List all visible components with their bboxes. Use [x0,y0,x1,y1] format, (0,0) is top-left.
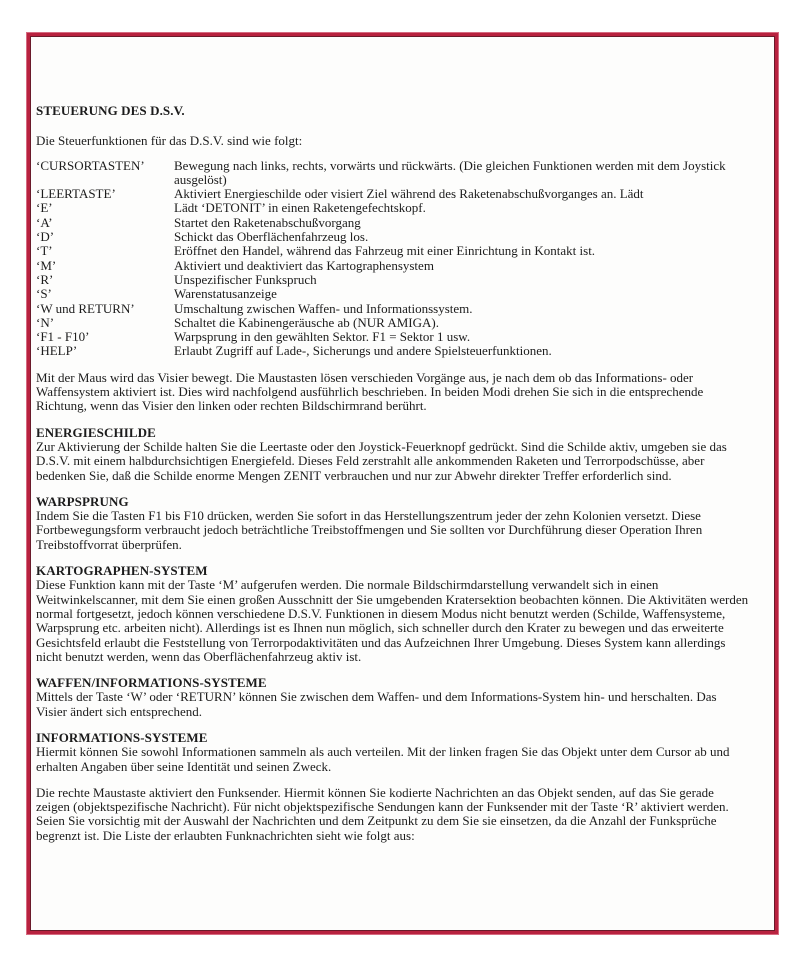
key-description: Bewegung nach links, rechts, vorwärts und rückwärts. (Die gleichen Funktionen werden mit dem Joystick ausgelöst) [174,157,726,187]
key-description: Warenstatusanzeige [174,286,277,302]
heading-warpsprung: WARPSPRUNG [36,493,129,509]
key-description: Unspezifischer Funkspruch [174,271,317,287]
key-name: ‘HELP’ [36,343,78,359]
key-description: Erlaubt Zugriff auf Lade-, Sicherungs und andere Spielsteuerfunktionen. [174,343,552,359]
key-name: ‘D’ [36,229,55,245]
key-description: Warpsprung in den gewählten Sektor. F1 = Sektor 1 usw. [174,329,471,345]
key-name: ‘LEERTASTE’ [36,186,116,202]
key-description: Aktiviert und deaktiviert das Kartographensystem [174,257,434,273]
key-row [36,230,750,244]
key-row [36,244,750,258]
heading-informations: INFORMATIONS-SYSTEME [36,729,208,745]
key-row [36,344,750,358]
key-name: ‘M’ [36,257,57,273]
key-row [36,273,750,287]
key-description: Eröffnet den Handel, während das Fahrzeug mit einer Einrichtung in Kontakt ist. [174,243,596,259]
key-name: ‘A’ [36,214,53,230]
key-row [36,187,750,201]
key-description: Schaltet die Kabinengeräusche ab (NUR AMIGA). [174,314,439,330]
key-name: ‘N’ [36,314,55,330]
key-row [36,330,750,344]
warpsprung-paragraph: Indem Sie die Tasten F1 bis F10 drücken, werden Sie sofort in das Herstellungszentrum jeder der zehn Kolonien versetzt. Diese Fortbewegungsform verbraucht jedoch beträchtliche Treibstoffmengen und Sie sollten vor Durchführung dieser Operation Ihren Treibstoffvorrat überprüfen. [36,508,703,552]
key-name: ‘E’ [36,200,53,216]
mouse-paragraph: Mit der Maus wird das Visier bewegt. Die Maustasten lösen verschieden Vorgänge aus, je nach dem ob das Informations- oder Waffensystem aktiviert ist. Dies wird nachfolgend ausführlich beschrieben. In beiden Modi drehen Sie sich in die entsprechende Richtung, wenn das Visier den linken oder rechten Bildschirmrand berührt. [36,369,704,414]
energieschilde-paragraph: Zur Aktivierung der Schilde halten Sie die Leertaste oder den Joystick-Feuerknopf gedrückt. Sind die Schilde aktiv, umgeben sie das D.S.V. mit einem halbdurchsichtigen Energiefeld. Dieses Feld zerstrahlt alle ankommenden Raketen und Terrorpodschüsse, aber bedenken Sie, daß die Schilde enorme Mengen ZENIT verbrauchen und nur zur Abwehr direkter Treffer erforderlich sind. [36,438,727,483]
informations-paragraph: Hiermit können Sie sowohl Informationen sammeln als auch verteilen. Mit der linken fragen Sie das Objekt unter dem Cursor ab und erhalten Angaben über seine Identität und seinen Zweck. [36,744,730,774]
key-name: ‘R’ [36,271,54,287]
key-row [36,259,750,273]
key-description: Startet den Raketenabschußvorgang [174,214,361,230]
kartographen-paragraph: Diese Funktion kann mit der Taste ‘M’ aufgerufen werden. Die normale Bildschirmdarstellung verwandelt sich in einen Weitwinkelscanner, mit dem Sie einen großen Ausschnitt der Sie umgebenden Kratersektion beobachten können. Die Aktivitäten werden normal fortgesetzt, jedoch können verschiedene D.S.V. Funktionen in diesem Modus nicht benutzt werden (Schilde, Waffensysteme, Warpsprung etc. arbeiten nicht). Allerdings ist es Ihnen nun möglich, sich schneller durch den Krater zu bewegen und das erweiterte Gesichtsfeld erlaubt die Feststellung von Terrorpodaktivitäten und das Aufzeichnen Ihrer Umgebung. Dieses System kann allerdings nicht benutzt werden, wenn das Oberflächenfahrzeug aktiv ist. [36,577,749,664]
key-name: ‘W und RETURN’ [36,300,135,316]
heading-waffen-informations: WAFFEN/INFORMATIONS-SYSTEME [36,675,267,691]
key-row [36,201,750,215]
key-row [36,216,750,230]
steuerung-intro: Die Steuerfunktionen für das D.S.V. sind wie folgt: [36,133,303,149]
key-name: ‘CURSORTASTEN’ [36,157,145,173]
key-name: ‘T’ [36,243,53,259]
key-name: ‘F1 - F10’ [36,329,90,345]
key-list [36,159,750,359]
key-name: ‘S’ [36,286,52,302]
funksender-paragraph: Die rechte Maustaste aktiviert den Funksender. Hiermit können Sie kodierte Nachrichten an das Objekt senden, auf das Sie gerade zeigen (objektspezifische Nachricht). Für nicht objektspezifische Sendungen kann der Funksender mit der Taste ‘R’ aktiviert werden. Seien Sie vorsichtig mit der Auswahl der Nachrichten und dem Zeitpunkt zu dem Sie sie einsetzen, da die Anzahl der Funksprüche begrenzt ist. Die Liste der erlaubten Funknachrichten sieht wie folgt aus: [36,784,729,843]
key-description: Umschaltung zwischen Waffen- und Informationssystem. [174,300,473,316]
key-description: Lädt ‘DETONIT’ in einen Raketengefechtskopf. [174,200,426,216]
key-row [36,287,750,301]
heading-kartographen: KARTOGRAPHEN-SYSTEM [36,563,208,579]
key-row [36,302,750,316]
manual-page [36,104,750,843]
key-row [36,159,750,188]
waffen-informations-paragraph: Mittels der Taste ‘W’ oder ‘RETURN’ können Sie zwischen dem Waffen- und dem Informations-System hin- und herschalten. Das Visier ändert sich entsprechend. [36,689,717,719]
key-row [36,316,750,330]
key-description: Schickt das Oberflächenfahrzeug los. [174,229,369,245]
key-description: Aktiviert Energieschilde oder visiert Ziel während des Raketenabschußvorganges an. Lädt [174,186,644,202]
heading-energieschilde: ENERGIESCHILDE [36,424,156,440]
heading-steuerung: STEUERUNG DES D.S.V. [36,103,185,118]
